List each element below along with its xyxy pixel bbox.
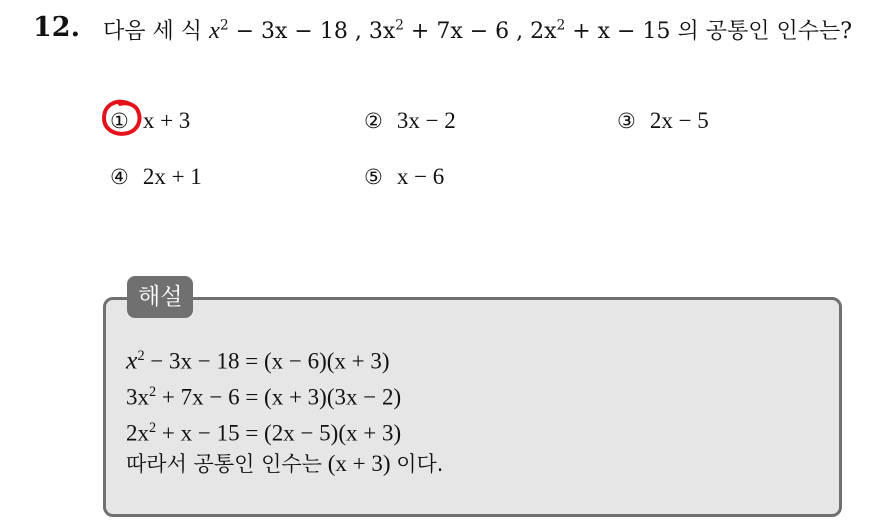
choice-4-expr: 2x + 1 xyxy=(142,164,202,189)
choice-5-expr: x − 6 xyxy=(396,164,445,189)
choice-3-mark: ③ xyxy=(617,109,636,133)
choice-5-mark: ⑤ xyxy=(364,165,383,189)
solution-label: 해설 xyxy=(127,276,193,318)
expression-3: $2x^2 + x - 15$ xyxy=(530,17,671,44)
choice-1-mark: ① xyxy=(110,109,129,133)
choice-1-expr: x + 3 xyxy=(142,108,191,133)
choice-3[interactable] xyxy=(617,108,709,134)
choice-2-mark: ② xyxy=(364,109,383,133)
choice-2-expr: 3x − 2 xyxy=(396,108,456,133)
choice-5[interactable] xyxy=(364,164,444,190)
choice-4-mark: ④ xyxy=(110,165,129,189)
choice-2[interactable] xyxy=(364,108,456,134)
solution-line-1: $x^2 - 3x - 18 = (x - 6)(x + 3)$ xyxy=(126,345,390,375)
choice-3-expr: 2x − 5 xyxy=(649,108,709,133)
choice-4[interactable] xyxy=(110,164,202,190)
question-text: 다음 세 식 $x^2 - 3x - 18$ , $3x^2 + 7x - 6$ , $2x^2 + x - 15$ 의 공통인 인수는? xyxy=(103,17,853,44)
solution-content xyxy=(126,338,443,482)
solution-line-2: $3x^2 + 7x - 6 = (x + 3)(3x - 2)$ xyxy=(126,384,402,410)
expression-1: $x^2 - 3x - 18$ xyxy=(209,17,348,44)
selected-answer-circle-icon xyxy=(100,98,144,138)
question-prefix: 다음 세 식 xyxy=(103,19,202,44)
question-number: 12. xyxy=(33,12,80,43)
solution-conclusion: 따라서 공통인 인수는 (x + 3) 이다. xyxy=(126,451,444,476)
solution-line-3: $2x^2 + x - 15 = (2x - 5)(x + 3)$ xyxy=(126,420,402,446)
expression-2: $3x^2 + 7x - 6$ xyxy=(368,17,510,44)
question-suffix: 의 공통인 인수는? xyxy=(677,19,853,44)
